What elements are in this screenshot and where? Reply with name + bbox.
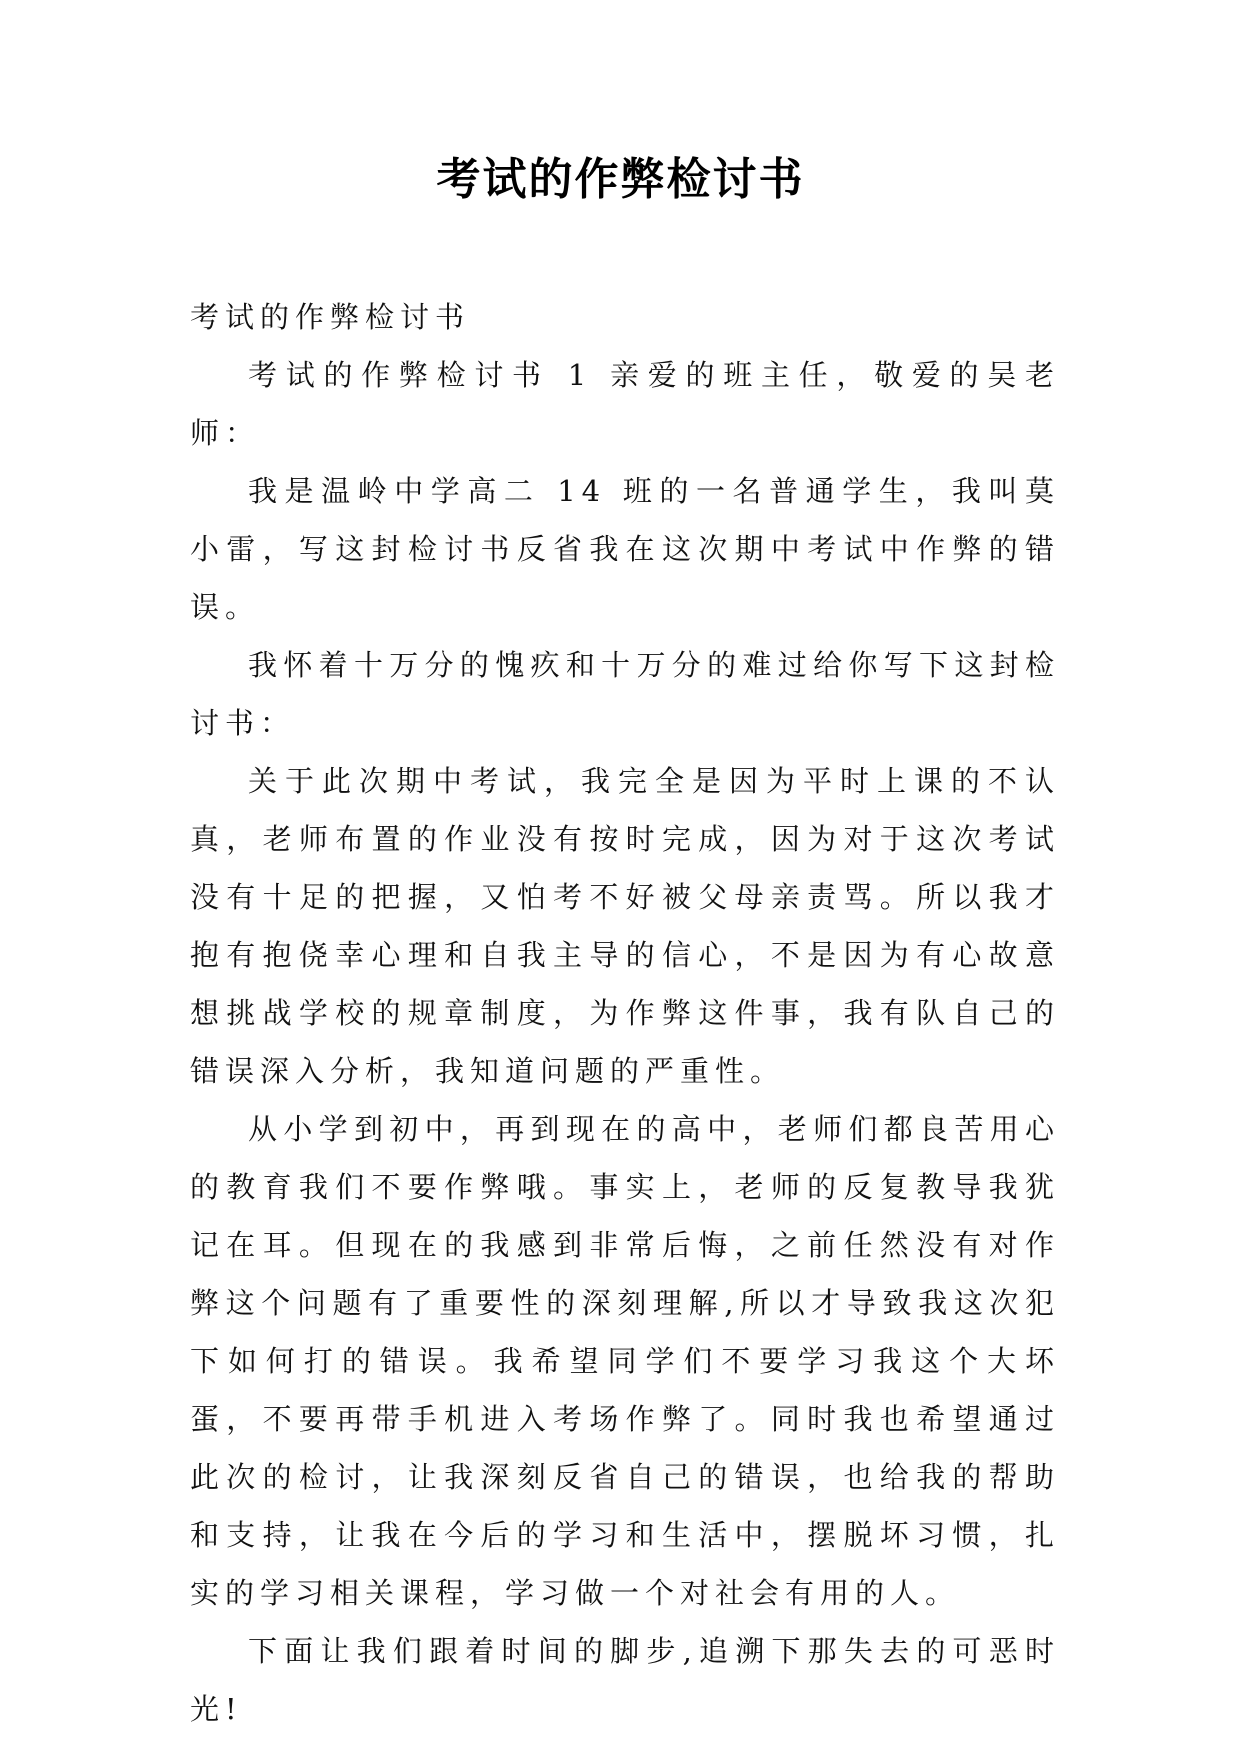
- paragraph-salutation: 考试的作弊检讨书 1 亲爱的班主任，敬爱的吴老师：: [190, 358, 1060, 450]
- document-title: 考试的作弊检讨书: [436, 154, 805, 205]
- document-subtitle: 考试的作弊检讨书: [190, 300, 471, 334]
- paragraph-introduction: 我是温岭中学高二 14 班的一名普通学生，我叫莫小雷，写这封检讨书反省我在这次期中考试中作弊的错误。: [190, 474, 1060, 624]
- paragraph-feelings: 我怀着十万分的愧疚和十万分的难过给你写下这封检讨书：: [190, 648, 1060, 740]
- document-body: [190, 288, 1060, 1738]
- paragraph-reflection: 从小学到初中，再到现在的高中，老师们都良苦用心的教育我们不要作弊哦。事实上，老师的反复教导我犹记在耳。但现在的我感到非常后悔，之前任然没有对作弊这个问题有了重要性的深刻理解,所以才导致我这次犯下如何打的错误。我希望同学们不要学习我这个大坏蛋，不要再带手机进入考场作弊了。同时我也希望通过此次的检讨，让我深刻反省自己的错误，也给我的帮助和支持，让我在今后的学习和生活中，摆脱坏习惯，扎实的学习相关课程，学习做一个对社会有用的人。: [190, 1112, 1060, 1610]
- paragraph-reasons: 关于此次期中考试，我完全是因为平时上课的不认真，老师布置的作业没有按时完成，因为对于这次考试没有十足的把握，又怕考不好被父母亲责骂。所以我才抱有抱侥幸心理和自我主导的信心，不是因为有心故意想挑战学校的规章制度，为作弊这件事，我有队自己的错误深入分析，我知道问题的严重性。: [190, 764, 1060, 1088]
- paragraph-closing: 下面让我们跟着时间的脚步,追溯下那失去的可恶时光!: [190, 1634, 1060, 1726]
